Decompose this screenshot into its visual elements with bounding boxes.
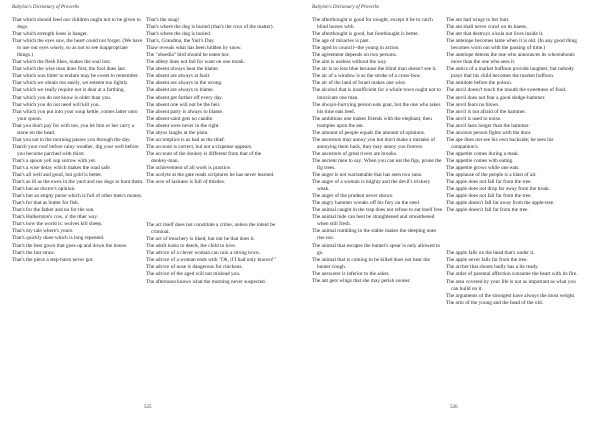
proverb-entry: The advice of the aged will not mislead you. [146, 271, 241, 278]
proverb-entry: The always-hurrying person eats goat, but the one who takes his time eats beef. [312, 101, 441, 115]
proverb-entry: The animal hide can best be straightened and smoothened when still fresh. [312, 214, 435, 228]
proverb-entry: The ant shall never crawl on its knees. [446, 24, 528, 31]
proverb-entry: The anger is not warrantable that has seen two suns. [312, 172, 423, 179]
proverb-entry: That which we obtain too easily, we esteem too lightly. [12, 80, 129, 87]
proverb-entry: The afterthought is good, but forethought is better. [312, 31, 419, 38]
proverb-entry: That's but ae doctor's opinion. [12, 186, 76, 193]
proverb-entry: The appetite comes during a meal. [446, 150, 519, 157]
proverb-entry: The anger of a woman is mighty and the devil's trickery weak. [312, 179, 431, 193]
proverb-entry: That's how the world is: wolves kill sheep. [12, 221, 103, 228]
proverb-entry: The apple does not fall far from the tree. [446, 179, 532, 186]
paragraph-gap [446, 230, 578, 234]
proverb-entry: That you eat in the morning passes you through the day. [12, 136, 131, 143]
proverb-entry: The alcohol that is insufficient for a whole town ought not to intoxicate one man. [312, 87, 441, 101]
proverb-entry: The adult looks to deeds, the child to love. [146, 243, 237, 250]
proverb-entry: The animal caught in the trap does not refuse to eat itself free. [312, 207, 444, 214]
proverb-entry: The absent are always in the wrong. [146, 80, 223, 87]
proverb-entry: The absent one will not be the heir. [146, 101, 221, 108]
proverb-entry: That's as ill as the ewes in the yard and rue dogs to hunt them. [12, 179, 144, 186]
proverb-entry: The advice of a woman ends with "Oh, if I had only known!" [146, 257, 276, 264]
proverb-entry: The antelope becomes lame when it is old. (In any good thing becomes worn out with the passing of time.) [446, 38, 577, 52]
proverb-entry: The ape does not see his own backside; he sees his companion's. [446, 136, 554, 150]
page-number: 526 [450, 405, 458, 410]
proverb-entry: The air of the land of Israel makes one wise. [312, 80, 407, 87]
proverb-entry: The aged in council--the young in action. [312, 45, 400, 52]
left-column-a [12, 17, 144, 264]
proverb-entry: The ant that destroys a kola nut lives inside it. [446, 31, 544, 38]
proverb-entry: The agreement depends on two persons. [312, 52, 398, 59]
proverb-entry: The account is correct, but not a sixpense appears. [146, 143, 253, 150]
proverb-entry: The animal rumbling in the stable makes the sleeping ones rise too. [312, 228, 437, 242]
proverb-entry: The absent were never in the right. [146, 122, 220, 129]
proverb-entry: The apple doesn't fall far away from the apple-tree. [446, 200, 555, 207]
left-column-b [146, 17, 278, 286]
proverb-entry: The anvil lasts longer than the hammer. [446, 122, 530, 129]
proverb-entry: The anvil is used to noise. [446, 115, 502, 122]
proverb-entry: That which the flesh likes, makes the soul lost. [12, 59, 112, 66]
proverb-entry: The advice of nose is dangerous for chickens. [146, 264, 243, 271]
proverb-entry: The antics of a market buffoon provide laughter, but nobody prays that his child becomes the market buffoon. [446, 66, 574, 80]
proverb-entry: The ancient men to say: When you can eat the figs, prune the fig trees. [312, 157, 442, 171]
proverb-entry: The antidote before the poison. [446, 80, 513, 87]
proverb-entry: That's a spoon yell sup sorrow with yet. [12, 157, 97, 164]
proverb-entry: The apple doesn't fall far from the tree. [446, 207, 529, 214]
proverb-entry: The apple falls on the head that's under it. [446, 250, 535, 257]
proverb-entry: That's for that as butter for fish. [12, 200, 79, 207]
proverb-entry: The anxious person fights with the door. [446, 129, 532, 136]
proverb-entry: The apple never falls far from the tree. [446, 257, 528, 264]
proverb-entry: The anvil does not fear a good sledge-hammer. [446, 94, 546, 101]
proverb-entry: That which we really require not is dear at a farthing. [12, 87, 125, 94]
proverb-entry: The air of a window is as the stroke of a cross-bow. [312, 73, 422, 80]
proverb-entry: The answerer is inferior to the asker. [312, 270, 390, 277]
proverb-entry: That's quickly done which is long repented. [12, 235, 105, 242]
proverb-entry: The animal that escapes the hunter's spear is only allowed to go. [312, 242, 441, 256]
proverb-entry: The absent are always to blame. [146, 87, 214, 94]
proverb-entry: That's where the dog is buried (that's the crux of the matter). [146, 24, 274, 31]
proverb-entry: That's my tale where's yours. [12, 228, 74, 235]
proverb-entry: That's, Grandma, the Yuri's Day. [146, 38, 215, 45]
proverb-entry: The absent are always at fault. [146, 73, 211, 80]
proverb-entry: The achievement of all work is practice. [146, 164, 232, 171]
proverb-entry: That's for the father and no for the son. [12, 207, 95, 214]
proverb-entry: The act of treachery is liked, but not he that does it. [146, 236, 255, 243]
proverb-entry: That's the snag! [146, 17, 180, 23]
proverb-entry: The arguments of the strongest have always the most weight. [446, 292, 576, 299]
proverb-entry: That which was bitter to endure may be sweet to remember. [12, 73, 139, 80]
proverb-entry: The ancestors of great rivers are brooks. [312, 150, 398, 157]
proverb-entry: The ant had wings to her hurt. [446, 17, 510, 23]
right-column-a [312, 17, 444, 285]
proverb-entry: That's where the dog is buried. [146, 31, 212, 38]
proverb-entry: The arm of the young and the head of the old. [446, 299, 543, 306]
page-number: 525 [144, 405, 152, 410]
proverb-entry: The arder of parental affection consume the heart with its fire. [446, 271, 578, 278]
proverb-entry: That's the last straw. [12, 249, 55, 256]
proverb-entry: That's the piece a step-bairn never got. [12, 256, 94, 263]
proverb-entry: The applause of the people is a blast of air. [446, 172, 537, 179]
proverb-entry: That which the eyes saw, the heart could not forget. (We have to use our eyes wisely, so as not to see inappropriate things.) [12, 38, 143, 59]
proverb-entry: The ancestors may annoy you but don't make a mistake of annoying them back, they may annoy you forever. [312, 136, 436, 150]
proverb-entry: The amount of people equals the amount of opinions. [312, 129, 426, 136]
proverb-entry: The apple does not drop far away from the trunk. [446, 186, 551, 193]
proverb-entry: The anger of the prudent never shows. [312, 193, 394, 200]
paragraph-gap [146, 202, 278, 206]
proverb-entry: The angry hammer wreaks off his fury on the steel. [312, 200, 421, 207]
running-head: Babylon's Dictionary of Proverbs [12, 5, 80, 10]
proverb-entry: The afternoon knows what the morning never suspected. [146, 278, 267, 285]
right-column-b [446, 17, 578, 307]
proverb-entry: The apple does not fall far from the tree. [446, 193, 532, 200]
proverb-entry: That which should feed our children ought not to be given to dogs. [12, 17, 141, 31]
proverb-entry: The abyss laughs at the plain. [146, 129, 209, 136]
proverb-entry: That you don't pay for with toe, you let him or her carry a stone on the head. [12, 122, 135, 136]
proverb-entry: That's but an empty purse which is full of other men's money. [12, 193, 143, 200]
proverb-entry: The afterthought is good for nought, except it be to catch blind horses with. [312, 17, 433, 31]
proverb-entry: The acolyte at the gate reads scriptures he has never learned. [146, 172, 275, 179]
proverb-entry: That which strength loses is hanger. [12, 31, 88, 38]
proverb-entry: The ambitious one makes friends with the elephant, then tramples upon the ant. [312, 115, 432, 129]
proverb-entry: The abbey does not fail for want on one monk. [146, 59, 246, 66]
proverb-entry: That's a wise delay which makes the road safe. [12, 164, 112, 171]
proverb-entry: That which you do not know is older than you. [12, 94, 112, 101]
proverb-entry: The appetite comes with eating. [446, 157, 514, 164]
proverb-entry: The advice of a clever woman can ruin a strong town. [146, 250, 260, 257]
proverb-entry: That which you put into your soup kettle, comes latter onto your spoon. [12, 108, 138, 122]
proverb-entry: The account of the donkey is different from that of the donkey-man. [146, 150, 262, 164]
proverb-entry: The archer that shoots badly has a lie ready. [446, 264, 539, 271]
proverb-entry: Thaw reveals what has been hidden by snow. [146, 45, 242, 52]
proverb-entry: The area covered by your life is not as important as what you can build on it. [446, 278, 576, 292]
proverb-entry: That which you do not need will kill you. [12, 101, 100, 108]
proverb-entry: Thatch your roof before rainy weather, dig your well before you become parched with thirst. [12, 143, 139, 157]
proverb-entry: The animal that is coming to be killed does not hear the hunter cough. [312, 256, 430, 270]
right-page [300, 0, 600, 424]
proverb-entry: The "obsedia" bird should be eaten hot. [146, 52, 230, 59]
proverb-entry: The acre of laziness is full of thistles. [146, 179, 226, 186]
proverb-entry: That's all well and good, but gold is better. [12, 172, 103, 179]
proverb-entry: That which the wise man does first, the fool does last. [12, 66, 127, 73]
proverb-entry: The absent saint gets no candle. [146, 115, 214, 122]
proverb-entry: The aim is useless without the way. [312, 59, 388, 66]
proverb-entry: The anvil is not afraid of the hammer. [446, 108, 527, 115]
proverb-entry: The accomplice is as bad as the thief. [146, 136, 226, 143]
proverb-entry: The antelope detests the one who announces its whereabouts more than the one who sees it. [446, 52, 575, 66]
proverb-entry: The appetite grows while one eats. [446, 164, 520, 171]
proverb-entry: The ant gets wings that she may perish sooner. [312, 277, 411, 284]
running-head: Babylon's Dictionary of Proverbs [312, 5, 380, 10]
proverb-entry: That's the best gown that goes up and down the house. [12, 242, 128, 249]
proverb-entry: The anvil doesn't touch the mouth the sweetness of food. [446, 87, 567, 94]
proverb-entry: The absent always bear the blame. [146, 66, 219, 73]
proverb-entry: That's Halkerston's cow, a' the ither way. [12, 214, 99, 221]
proverb-entry: The act itself does not constitute a crime, unless the intent be criminal. [146, 222, 276, 236]
proverb-entry: The anvil fears no blows. [446, 101, 500, 108]
proverb-entry: The air is no less blue because the blind man doesn't see it. [312, 66, 437, 73]
proverb-entry: The absent party is always to blame. [146, 108, 224, 115]
proverb-entry: The absent get farther off every day. [146, 94, 223, 101]
proverb-entry: The age of miracles is past. [312, 38, 370, 45]
